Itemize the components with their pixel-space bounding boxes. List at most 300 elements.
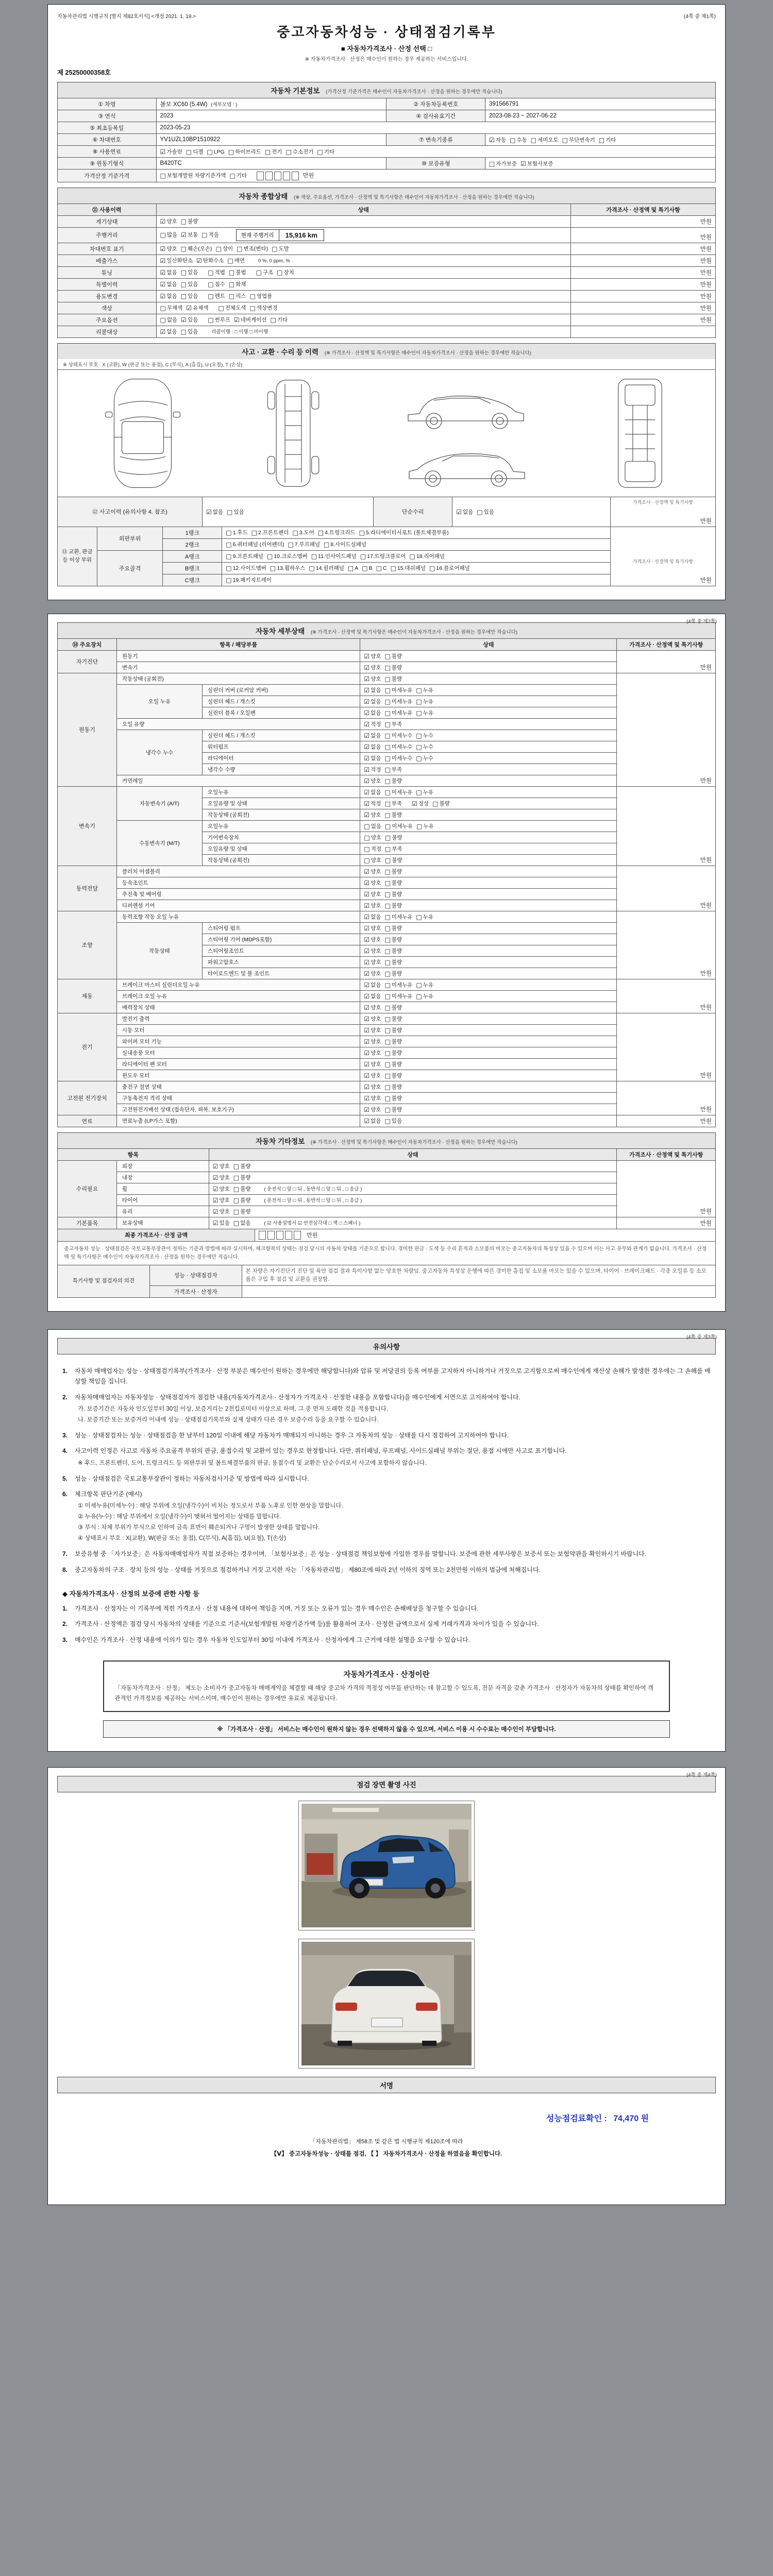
checkbox-unchecked[interactable] <box>384 1026 402 1034</box>
checkbox-checked[interactable] <box>364 958 381 966</box>
checkbox-unchecked[interactable] <box>233 1208 251 1215</box>
checkbox-unchecked[interactable] <box>201 231 219 239</box>
checkbox-unchecked[interactable] <box>237 245 268 252</box>
checkbox-unchecked[interactable] <box>311 552 357 560</box>
checkbox-unchecked[interactable] <box>385 856 402 864</box>
checkbox-unchecked[interactable] <box>360 552 406 560</box>
car-top-view-diagram <box>102 374 184 493</box>
checkbox-icon: □ <box>384 1094 391 1102</box>
checkbox-unchecked[interactable] <box>531 136 559 144</box>
group-label: 동력전달 <box>58 866 117 911</box>
checkbox-unchecked[interactable] <box>384 686 412 694</box>
item-label: 구동축전지 격리 상태 <box>116 1092 360 1104</box>
checkbox-icon: □ <box>226 529 232 537</box>
checkbox-checked[interactable] <box>364 754 381 762</box>
checkbox-unchecked[interactable] <box>385 845 402 853</box>
checkbox-label: 네비게이션 <box>240 317 267 324</box>
checkbox-unchecked[interactable] <box>288 540 320 548</box>
checkbox-checked[interactable] <box>364 709 381 717</box>
checkbox-group <box>364 801 406 807</box>
checkbox-checked[interactable] <box>160 268 177 276</box>
notice-item-text: 자동차 매매업자는 성능 · 상태점검기록부(가격조사 · 산정 부분은 매수인이 원하는 경우에만 해당합니다)와 압류 및 저당권의 등록 여부를 고지하지 아니하거나 거짓으로 고지함으로써 매수인에게 재산상 손해가 발생한 경우에는 그 손해를 배상할 책임을 집니다. <box>75 1367 711 1385</box>
checkbox-checked[interactable] <box>364 890 381 898</box>
checkbox-label: 18.리어패널 <box>416 553 445 560</box>
checkbox-label: 도말 <box>278 246 289 252</box>
checkbox-unchecked[interactable] <box>233 1185 251 1193</box>
checkbox-label: 누유 <box>423 789 434 795</box>
value-base-price <box>156 170 715 182</box>
checkbox-label: 있음 <box>391 1118 402 1125</box>
checkbox-checked[interactable] <box>364 1117 381 1125</box>
checkbox-group <box>213 1220 255 1226</box>
checkbox-checked[interactable] <box>160 292 177 300</box>
checkbox-checked[interactable] <box>213 1162 230 1170</box>
checkbox-unchecked[interactable] <box>160 304 183 312</box>
checkbox-group <box>160 149 338 155</box>
checkbox-label: 양호 <box>371 811 381 818</box>
checkbox-unchecked[interactable] <box>477 508 494 516</box>
checkbox-unchecked[interactable] <box>208 316 230 324</box>
checkbox-unchecked[interactable] <box>384 1083 402 1091</box>
checkbox-label: 변조(변타) <box>243 246 268 252</box>
checkbox-unchecked[interactable] <box>416 709 433 717</box>
checkbox-unchecked[interactable] <box>384 890 402 898</box>
checkbox-unchecked[interactable] <box>181 292 198 300</box>
checkbox-unchecked[interactable] <box>384 1015 402 1023</box>
assure-item-number: 2. <box>62 1620 68 1628</box>
checkbox-label: 탄화수소 <box>203 258 224 264</box>
checkbox-checked[interactable] <box>364 1106 381 1113</box>
checkbox-checked[interactable] <box>186 304 208 312</box>
checkbox-icon: □ <box>384 800 391 807</box>
checkbox-checked[interactable] <box>364 811 381 819</box>
footer-law-line: 「자동차관리법」 제58조 및 같은 법 시행규칙 제120조에 따라 <box>310 2139 463 2145</box>
checkbox-unchecked[interactable] <box>233 1162 251 1170</box>
checkbox-unchecked[interactable] <box>510 136 527 144</box>
checkbox-unchecked[interactable] <box>384 902 402 909</box>
checkbox-unchecked[interactable] <box>362 564 372 571</box>
field-value <box>156 290 571 302</box>
checkbox-unchecked[interactable] <box>160 231 178 239</box>
checkbox-checked[interactable] <box>364 1026 381 1034</box>
status-cell <box>360 764 617 775</box>
checkbox-group <box>412 801 453 807</box>
checkbox-checked[interactable] <box>364 652 381 660</box>
checkbox-checked[interactable] <box>364 868 381 875</box>
checkbox-icon: □ <box>226 577 232 584</box>
checkbox-unchecked[interactable] <box>208 292 225 300</box>
checkbox-label: 없음 <box>166 329 177 335</box>
checkbox-unchecked[interactable] <box>416 686 433 694</box>
label-mileage: 주행거리 <box>58 227 157 243</box>
checkbox-unchecked[interactable] <box>208 280 225 288</box>
checkbox-unchecked[interactable] <box>270 564 306 572</box>
checkbox-unchecked[interactable] <box>384 958 402 966</box>
checkbox-unchecked[interactable] <box>384 947 402 955</box>
checkbox-unchecked[interactable] <box>181 268 198 276</box>
checkbox-icon: □ <box>233 1219 240 1227</box>
checkbox-unchecked[interactable] <box>384 1094 402 1102</box>
value-text: 만원 <box>700 1118 712 1125</box>
checkbox-checked[interactable] <box>364 686 381 694</box>
checkbox-unchecked[interactable] <box>416 743 433 751</box>
page-1 <box>47 4 726 600</box>
checkbox-unchecked[interactable] <box>384 743 412 751</box>
checkbox-checked[interactable] <box>364 992 381 1000</box>
status-cell <box>360 854 617 866</box>
item-label: 오일유량 및 상태 <box>202 843 360 854</box>
checkbox-unchecked[interactable] <box>348 564 358 571</box>
checkbox-unchecked[interactable] <box>384 992 412 1000</box>
checkbox-unchecked[interactable] <box>229 280 246 288</box>
checkbox-icon: □ <box>160 172 166 179</box>
checkbox-checked[interactable] <box>160 245 177 252</box>
checkbox-unchecked[interactable] <box>416 981 433 989</box>
checkbox-unchecked[interactable] <box>233 1174 251 1181</box>
checkbox-unchecked[interactable] <box>376 564 387 571</box>
checkbox-unchecked[interactable] <box>226 576 272 584</box>
checkbox-unchecked[interactable] <box>249 304 277 312</box>
checkbox-unchecked[interactable] <box>160 172 226 179</box>
checkbox-checked[interactable] <box>364 913 381 921</box>
checkbox-checked[interactable] <box>364 970 381 977</box>
price-cell <box>617 673 716 786</box>
checkbox-label: 누수 <box>423 732 434 739</box>
checkbox-group <box>226 553 448 560</box>
item-label: 시동 모터 <box>116 1024 360 1036</box>
checkbox-label: 양호 <box>371 1049 381 1056</box>
checkbox-checked[interactable] <box>160 280 177 288</box>
notice-subitem: ③ 부식 : 차체 부위가 부식으로 인하여 금속 표면이 훼손되거나 구멍이 발생한 상태를 말합니다. <box>78 1524 320 1531</box>
checkbox-unchecked[interactable] <box>229 268 246 276</box>
status-cell <box>360 990 617 1002</box>
checkbox-unchecked[interactable] <box>384 652 402 660</box>
checkbox-unchecked[interactable] <box>489 160 517 167</box>
checkbox-unchecked[interactable] <box>385 822 413 830</box>
column-header-usage: ⑪ 사용이력 <box>58 204 157 215</box>
checkbox-unchecked[interactable] <box>384 788 412 796</box>
checkbox-unchecked[interactable] <box>207 148 224 155</box>
checkbox-unchecked[interactable] <box>186 148 204 156</box>
checkbox-unchecked[interactable] <box>384 868 402 875</box>
checkbox-label: 미세누유 <box>392 823 413 829</box>
checkbox-checked[interactable] <box>206 508 223 516</box>
field-value <box>571 227 716 243</box>
checkbox-checked[interactable] <box>364 1083 381 1091</box>
checkbox-unchecked[interactable] <box>233 1196 251 1204</box>
checkbox-checked[interactable] <box>213 1196 230 1204</box>
checkbox-group <box>364 835 406 841</box>
checkbox-unchecked[interactable] <box>229 172 247 179</box>
checkbox-unchecked[interactable] <box>384 811 402 819</box>
checkbox-unchecked[interactable] <box>359 529 449 536</box>
checkbox-checked[interactable] <box>412 800 429 807</box>
checkbox-unchecked[interactable] <box>384 709 412 717</box>
checkbox-icon: □ <box>208 281 214 289</box>
checkbox-unchecked[interactable] <box>256 268 274 276</box>
checkbox-unchecked[interactable] <box>181 328 198 335</box>
checkbox-unchecked[interactable] <box>272 245 289 252</box>
checkbox-checked[interactable] <box>213 1185 230 1193</box>
checkbox-checked[interactable] <box>364 777 381 785</box>
checkbox-icon: □ <box>384 992 391 1000</box>
status-cell <box>360 1002 617 1013</box>
checkbox-unchecked[interactable] <box>416 992 433 1000</box>
group-label: 연료 <box>58 1115 117 1127</box>
checkbox-group <box>160 317 202 323</box>
checkbox-label: 양호 <box>166 246 177 252</box>
checkbox-unchecked[interactable] <box>233 1219 251 1227</box>
checkbox-unchecked[interactable] <box>364 834 381 841</box>
checkbox-unchecked[interactable] <box>384 698 412 705</box>
checkbox-label: 누유 <box>423 687 434 693</box>
label-engine-type: ⑨ 원동기형식 <box>58 158 157 170</box>
checkbox-unchecked[interactable] <box>226 540 284 548</box>
checkbox-checked[interactable] <box>364 698 381 705</box>
checkbox-icon: ☑ <box>456 508 462 516</box>
checkbox-unchecked[interactable] <box>384 913 412 921</box>
checkbox-group <box>364 687 437 693</box>
checkbox-unchecked[interactable] <box>229 292 246 300</box>
checkbox-checked[interactable] <box>181 231 198 239</box>
checkbox-unchecked[interactable] <box>384 924 402 932</box>
checkbox-checked[interactable] <box>364 788 381 796</box>
checkbox-unchecked[interactable] <box>216 245 233 252</box>
checkbox-checked[interactable] <box>213 1219 230 1227</box>
checkbox-unchecked[interactable] <box>384 1117 402 1125</box>
checkbox-unchecked[interactable] <box>384 732 412 739</box>
value-first-registration <box>156 122 715 134</box>
checkbox-checked[interactable] <box>364 981 381 989</box>
checkbox-checked[interactable] <box>364 936 381 943</box>
checkbox-unchecked[interactable] <box>416 732 433 739</box>
checkbox-checked[interactable] <box>364 1004 381 1011</box>
checkbox-unchecked[interactable] <box>277 268 294 276</box>
checkbox-unchecked[interactable] <box>227 508 244 516</box>
checkbox-unchecked[interactable] <box>384 1106 402 1113</box>
checkbox-checked[interactable] <box>364 1094 381 1102</box>
checkbox-label: 누유 <box>423 913 434 920</box>
checkbox-group <box>226 530 452 536</box>
checkbox-unchecked[interactable] <box>309 564 344 572</box>
checkbox-unchecked[interactable] <box>416 754 433 762</box>
checkbox-label: 불량 <box>240 1208 251 1215</box>
checkbox-icon: ☑ <box>364 890 370 898</box>
checkbox-unchecked[interactable] <box>391 564 426 572</box>
checkbox-unchecked[interactable] <box>384 800 402 807</box>
column-header-status: 상태 <box>156 204 571 215</box>
checkbox-label: 없음 <box>371 1118 381 1125</box>
checkbox-icon: □ <box>227 508 233 516</box>
section-note: (※ 가격조사 · 산정액 및 특기사항은 매수인이 자동차가격조사 · 산정을 원하는 경우에만 적습니다) <box>324 350 531 356</box>
checkbox-icon: □ <box>384 958 391 966</box>
checkbox-icon: ☑ <box>160 269 166 277</box>
checkbox-checked[interactable] <box>364 1049 381 1057</box>
checkbox-unchecked[interactable] <box>385 834 402 841</box>
checkbox-label: 19.패키지트레이 <box>232 577 272 584</box>
checkbox-unchecked[interactable] <box>181 245 212 252</box>
checkbox-unchecked[interactable] <box>410 552 445 560</box>
checkbox-unchecked[interactable] <box>285 148 313 156</box>
checkbox-checked[interactable] <box>520 160 553 167</box>
checkbox-unchecked[interactable] <box>384 879 402 887</box>
checkbox-unchecked[interactable] <box>228 148 261 156</box>
table-row <box>58 673 716 684</box>
checkbox-unchecked[interactable] <box>271 316 288 324</box>
checkbox-unchecked[interactable] <box>384 675 402 683</box>
checkbox-icon: □ <box>160 316 166 324</box>
column-header: 상태 <box>209 1148 617 1160</box>
checkbox-unchecked[interactable] <box>364 856 381 864</box>
checkbox-checked[interactable] <box>364 743 381 751</box>
checkbox-checked[interactable] <box>364 675 381 683</box>
checkbox-unchecked[interactable] <box>292 529 314 536</box>
checkbox-unchecked[interactable] <box>416 822 434 830</box>
checkbox-checked[interactable] <box>364 1015 381 1023</box>
checkbox-unchecked[interactable] <box>416 698 433 705</box>
checkbox-unchecked[interactable] <box>317 148 334 156</box>
checkbox-unchecked[interactable] <box>265 148 282 156</box>
checkbox-group <box>364 1050 406 1056</box>
checkbox-unchecked[interactable] <box>251 529 289 536</box>
checkbox-label: 양호 <box>371 959 381 965</box>
checkbox-checked[interactable] <box>213 1174 230 1181</box>
checkbox-icon: ☑ <box>364 913 370 921</box>
value-text: 만원 <box>700 317 712 324</box>
checkbox-label: 기타 <box>236 173 247 179</box>
checkbox-checked[interactable] <box>489 136 506 144</box>
checkbox-unchecked[interactable] <box>416 913 433 921</box>
checkbox-unchecked[interactable] <box>267 552 308 560</box>
checkbox-unchecked[interactable] <box>227 257 245 264</box>
checkbox-icon: ☑ <box>160 218 166 226</box>
checkbox-checked[interactable] <box>160 148 182 156</box>
checkbox-unchecked[interactable] <box>384 777 402 785</box>
checkbox-checked[interactable] <box>364 879 381 887</box>
checkbox-unchecked[interactable] <box>384 754 412 762</box>
checkbox-unchecked[interactable] <box>364 845 381 853</box>
table-row <box>58 290 716 302</box>
item-label: 브레이크 오일 누유 <box>116 990 360 1002</box>
checkbox-checked[interactable] <box>456 508 473 516</box>
checkbox-checked[interactable] <box>364 800 381 807</box>
checkbox-label: 미세누유 <box>391 913 413 920</box>
checkbox-group <box>364 982 437 988</box>
status-cell <box>360 832 617 843</box>
checkbox-unchecked[interactable] <box>226 529 247 536</box>
checkbox-group <box>364 744 437 750</box>
checkbox-unchecked[interactable] <box>318 529 356 536</box>
checkbox-unchecked[interactable] <box>324 540 366 548</box>
checkbox-checked[interactable] <box>160 328 177 335</box>
checkbox-unchecked[interactable] <box>181 280 198 288</box>
section-title-basic-info <box>57 82 716 98</box>
checkbox-unchecked[interactable] <box>384 1004 402 1011</box>
checkbox-icon: □ <box>227 257 233 265</box>
checkbox-group <box>364 767 406 773</box>
field-value <box>156 227 571 243</box>
value-text: 만원 <box>700 1220 712 1227</box>
checkbox-unchecked[interactable] <box>384 1038 402 1045</box>
checkbox-checked[interactable] <box>160 217 177 225</box>
item-label: 작동상태 (공회전) <box>202 809 360 820</box>
checkbox-unchecked[interactable] <box>181 217 198 225</box>
checkbox-icon: □ <box>598 136 605 144</box>
checkbox-unchecked[interactable] <box>384 766 402 773</box>
checkbox-group <box>213 1186 255 1192</box>
checkbox-unchecked[interactable] <box>432 800 450 807</box>
checkbox-unchecked[interactable] <box>226 552 263 560</box>
label-fuel-type: ⑧ 사용연료 <box>58 146 157 158</box>
checkbox-checked[interactable] <box>364 947 381 955</box>
checkbox-unchecked[interactable] <box>364 822 381 830</box>
checkbox-icon: □ <box>208 316 214 324</box>
checkbox-unchecked[interactable] <box>250 292 273 300</box>
table-row <box>58 215 716 227</box>
value-text: 만원 <box>700 293 712 300</box>
checkbox-unchecked[interactable] <box>226 564 266 572</box>
checkbox-checked[interactable] <box>364 1060 381 1068</box>
checkbox-icon: ☑ <box>364 1117 370 1125</box>
checkbox-checked[interactable] <box>364 664 381 671</box>
checkbox-unchecked[interactable] <box>160 316 178 324</box>
checkbox-unchecked[interactable] <box>384 970 402 977</box>
checkbox-label: 미세누유 <box>391 698 413 705</box>
checkbox-checked[interactable] <box>364 902 381 909</box>
value-text: 만원 <box>700 664 712 671</box>
checkbox-unchecked[interactable] <box>599 136 616 144</box>
checkbox-checked[interactable] <box>234 316 266 324</box>
checkbox-checked[interactable] <box>364 1038 381 1045</box>
options-transmission-type <box>485 134 716 146</box>
checkbox-icon: ☑ <box>364 1004 370 1011</box>
checkbox-unchecked[interactable] <box>384 1049 402 1057</box>
checkbox-checked[interactable] <box>364 1072 381 1079</box>
value-text: 2023-08-23 ~ 2027-06-22 <box>489 113 557 119</box>
checkbox-label: 적정 <box>371 766 381 773</box>
checkbox-icon: □ <box>384 709 391 717</box>
checkbox-icon: □ <box>364 834 370 841</box>
status-cell <box>360 979 617 990</box>
checkbox-checked[interactable] <box>364 924 381 932</box>
checkbox-label: 불량 <box>391 675 402 682</box>
checkbox-unchecked[interactable] <box>384 664 402 671</box>
value-text: 만원 <box>700 902 712 909</box>
checkbox-label: 불량 <box>391 879 402 886</box>
checkbox-checked[interactable] <box>160 257 193 264</box>
checkbox-icon: □ <box>390 565 396 572</box>
checkbox-checked[interactable] <box>181 316 198 324</box>
checkbox-label: 없음 <box>371 755 381 761</box>
checkbox-checked[interactable] <box>364 720 381 728</box>
checkbox-checked[interactable] <box>213 1208 230 1215</box>
checkbox-unchecked[interactable] <box>416 788 433 796</box>
checkbox-unchecked[interactable] <box>208 268 225 276</box>
section-title-text: 자동차 종합상태 <box>239 192 288 200</box>
checkbox-unchecked[interactable] <box>384 720 402 728</box>
checkbox-unchecked[interactable] <box>384 981 412 989</box>
checkbox-unchecked[interactable] <box>384 1072 402 1079</box>
checkbox-unchecked[interactable] <box>384 936 402 943</box>
checkbox-checked[interactable] <box>196 257 224 264</box>
checkbox-unchecked[interactable] <box>219 304 246 312</box>
checkbox-unchecked[interactable] <box>562 136 595 144</box>
checkbox-checked[interactable] <box>364 732 381 739</box>
checkbox-unchecked[interactable] <box>429 564 470 572</box>
checkbox-checked[interactable] <box>364 766 381 773</box>
checkbox-unchecked[interactable] <box>384 1060 402 1068</box>
column-header: 항목 <box>58 1148 209 1160</box>
